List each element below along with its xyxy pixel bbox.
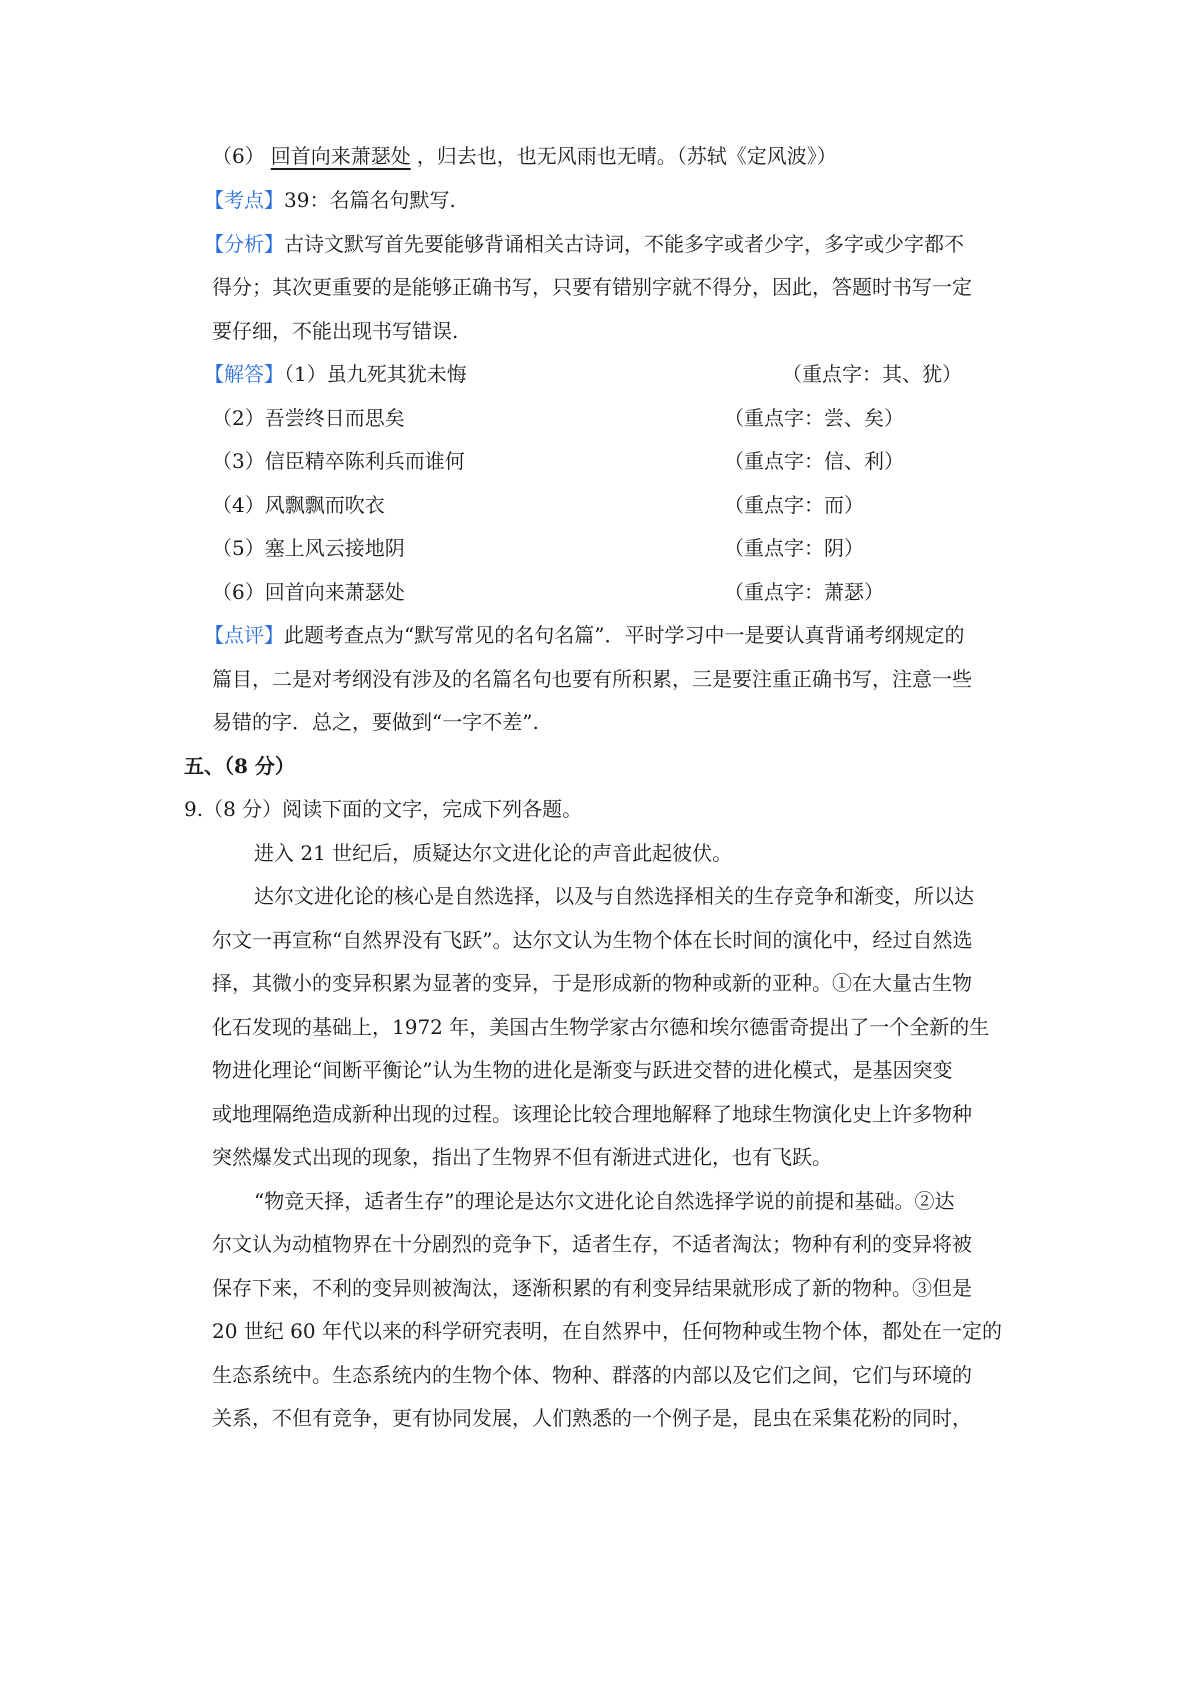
passage-p3-line-1: “物竞天择，适者生存”的理论是达尔文进化论自然选择学说的前提和基础。②达 [254,1189,955,1213]
jieda-key-2: （重点字：尝、矣） [724,406,904,430]
passage-p3-line-3: 保存下来，不利的变异则被淘汰，逐渐积累的有利变异结果就形成了新的物种。③但是 [212,1276,972,1300]
jieda-item-3 [212,447,1012,475]
dianping-line-3: 易错的字．总之，要做到“一字不差”. [212,710,539,734]
fenxi-line-1 [204,230,964,258]
fenxi-line-2: 得分；其次更重要的是能够正确书写，只要有错别字就不得分，因此，答题时书写一定 [212,275,972,299]
kaodian-text: 39：名篇名句默写. [284,188,456,212]
jieda-answer-2: （2）吾尝终日而思矣 [212,406,405,430]
passage-p2-line-2: 尔文一再宣称“自然界没有飞跃”。达尔文认为生物个体在长时间的演化中，经过自然选 [212,928,973,952]
passage-p2-line-7: 突然爆发式出现的现象，指出了生物界不但有渐进式进化，也有飞跃。 [212,1145,832,1169]
jieda-item-5 [212,534,1012,562]
passage-p3-line-2: 尔文认为动植物界在十分剧烈的竞争下，适者生存，不适者淘汰；物种有利的变异将被 [212,1232,972,1256]
passage-p2-line-3: 择，其微小的变异积累为显著的变异，于是形成新的物种或新的亚种。①在大量古生物 [212,971,972,995]
jieda-item-6 [212,578,1012,606]
jieda-key-5: （重点字：阴） [724,536,864,560]
jieda-answer-4: （4）风飘飘而吹衣 [212,493,385,517]
jieda-key-4: （重点字：而） [724,493,864,517]
passage-p3-line-5: 生态系统中。生态系统内的生物个体、物种、群落的内部以及它们之间，它们与环境的 [212,1363,972,1387]
jieda-item-4 [212,491,1012,519]
jieda-key-6: （重点字：萧瑟） [724,580,884,604]
passage-p2-line-5: 物进化理论“间断平衡论”认为生物的进化是渐变与跃进交替的进化模式，是基因突变 [212,1058,953,1082]
section-heading: 五、（8 分） [184,754,295,778]
dianping-line-1 [204,621,964,649]
kaodian-tag: 【考点】 [204,188,284,212]
jieda-tag: 【解答】 [204,362,284,386]
passage-p2-line-4: 化石发现的基础上，1972 年，美国古生物学家古尔德和埃尔德雷奇提出了一个全新的生 [212,1015,990,1039]
jieda-answer-1: （1）虽九死其犹未悔 [284,362,467,386]
passage-p2-line-1: 达尔文进化论的核心是自然选择，以及与自然选择相关的生存竞争和渐变，所以达 [254,884,974,908]
jieda-key-1: （重点字：其、犹） [782,362,962,386]
q6-blank-answer: 回首向来萧瑟处 [270,144,411,168]
dianping-line-2: 篇目，二是对考纲没有涉及的名篇名句也要有所积累，三是要注重正确书写，注意一些 [212,667,972,691]
fenxi-line-3: 要仔细，不能出现书写错误. [212,319,459,343]
q6-rest: ，归去也，也无风雨也无晴。（苏轼《定风波》） [416,144,837,168]
passage-p3-line-6: 关系，不但有竞争，更有协同发展，人们熟悉的一个例子是，昆虫在采集花粉的同时， [212,1406,972,1430]
kaodian-line [204,186,456,214]
question-9-title: 9.（8 分）阅读下面的文字，完成下列各题。 [184,797,583,821]
q6-number: （6） [212,144,265,168]
jieda-item-2 [212,404,1012,432]
fenxi-tag: 【分析】 [204,232,284,256]
passage-p2-line-6: 或地理隔绝造成新种出现的过程。该理论比较合理地解释了地球生物演化史上许多物种 [212,1102,972,1126]
jieda-item-1 [204,360,1004,388]
jieda-key-3: （重点字：信、利） [724,449,904,473]
jieda-answer-6: （6）回首向来萧瑟处 [212,580,405,604]
dianping-tag: 【点评】 [204,623,284,647]
jieda-answer-3: （3）信臣精卒陈利兵而谁何 [212,449,465,473]
fenxi-text-1: 古诗文默写首先要能够背诵相关古诗词，不能多字或者少字，多字或少字都不 [284,232,964,256]
q6-fill-line [212,142,837,170]
jieda-answer-5: （5）塞上风云接地阴 [212,536,405,560]
dianping-text-1: 此题考查点为“默写常见的名句名篇”．平时学习中一是要认真背诵考纲规定的 [284,623,965,647]
passage-p1: 进入 21 世纪后，质疑达尔文进化论的声音此起彼伏。 [254,841,733,865]
passage-p3-line-4: 20 世纪 60 年代以来的科学研究表明，在自然界中，任何物种或生物个体，都处在一定的 [212,1319,1002,1343]
